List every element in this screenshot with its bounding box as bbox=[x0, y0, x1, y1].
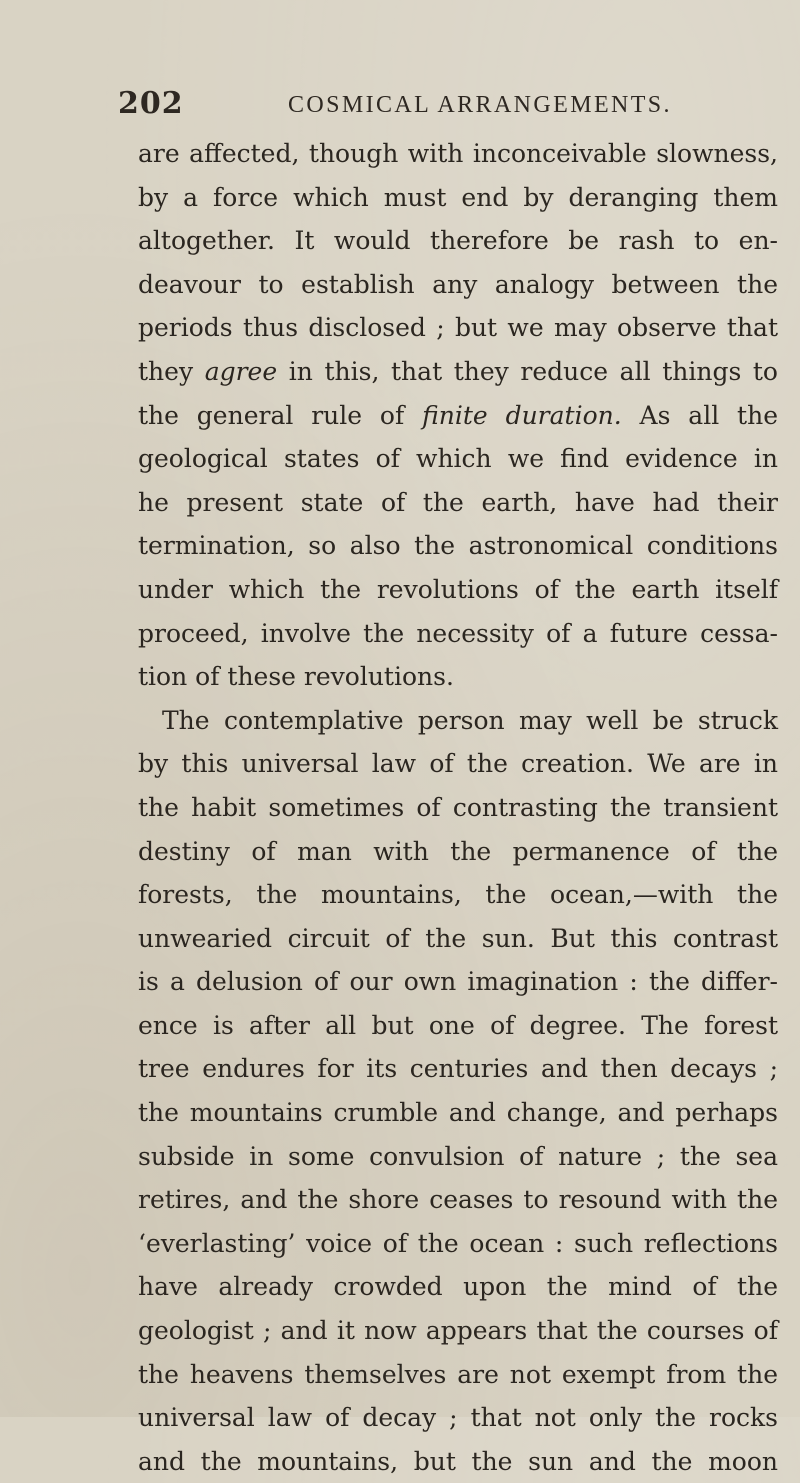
text-line: is a delusion of our own imagination : the differ- bbox=[138, 967, 778, 997]
text-line: the mountains crumble and change, and perhaps bbox=[138, 1098, 778, 1128]
text-run: the general rule of bbox=[138, 400, 423, 430]
text-line: by a force which must end by deranging them bbox=[138, 182, 778, 212]
text-line: geological states of which we find evidence in bbox=[138, 444, 778, 474]
text-line: tion of these revolutions. bbox=[138, 662, 454, 692]
italic-phrase: finite duration. bbox=[422, 400, 622, 430]
text-line: destiny of man with the permanence of the bbox=[138, 836, 778, 866]
text-line: ence is after all but one of degree. The forest bbox=[138, 1010, 778, 1040]
running-head bbox=[118, 86, 758, 126]
text-line: he present state of the earth, have had their bbox=[138, 487, 778, 517]
text-line: ‘everlasting’ voice of the ocean : such reflections bbox=[138, 1228, 778, 1258]
text-line: universal law of decay ; that not only the rocks bbox=[138, 1403, 778, 1433]
text-line: geologist ; and it now appears that the courses of bbox=[138, 1316, 778, 1346]
italic-word: agree bbox=[204, 356, 278, 386]
page-number: 202 bbox=[118, 86, 184, 121]
running-title: COSMICAL ARRANGEMENTS. bbox=[288, 92, 672, 118]
text-line: deavour to establish any analogy between the bbox=[138, 269, 778, 299]
text-line: proceed, involve the necessity of a future cessa- bbox=[138, 618, 778, 648]
text-line: tree endures for its centuries and then decays ; bbox=[138, 1054, 778, 1084]
text-line: are affected, though with inconceivable slowness, bbox=[138, 139, 778, 168]
text-line: under which the revolutions of the earth itself bbox=[138, 574, 778, 604]
text-line: The contemplative person may well be struck bbox=[162, 705, 778, 735]
paragraph-1 bbox=[138, 132, 778, 699]
text-line: forests, the mountains, the ocean,—with the bbox=[138, 880, 778, 910]
text-line: the heavens themselves are not exempt from the bbox=[138, 1359, 778, 1389]
text-line: by this universal law of the creation. We are in bbox=[138, 749, 778, 779]
paragraph-2 bbox=[138, 699, 778, 1483]
text-line: and the mountains, but the sun and the moon bbox=[138, 1446, 778, 1476]
body-text bbox=[138, 132, 778, 1483]
text-run: they bbox=[138, 356, 205, 386]
text-line-with-italic bbox=[138, 350, 778, 394]
text-line: subside in some convulsion of nature ; the sea bbox=[138, 1141, 778, 1171]
text-line: retires, and the shore ceases to resound with the bbox=[138, 1185, 778, 1215]
text-line: altogether. It would therefore be rash to en- bbox=[138, 226, 778, 256]
text-line: the habit sometimes of contrasting the transient bbox=[138, 792, 778, 822]
text-line: periods thus disclosed ; but we may observe that bbox=[138, 313, 778, 343]
text-line: have already crowded upon the mind of the bbox=[138, 1272, 778, 1302]
text-run: in this, that they reduce all things to bbox=[277, 356, 778, 386]
text-line: termination, so also the astronomical conditions bbox=[138, 531, 778, 561]
text-run: As all the bbox=[621, 400, 779, 430]
text-line-with-italic bbox=[138, 394, 778, 438]
text-line: unwearied circuit of the sun. But this contrast bbox=[138, 923, 778, 953]
